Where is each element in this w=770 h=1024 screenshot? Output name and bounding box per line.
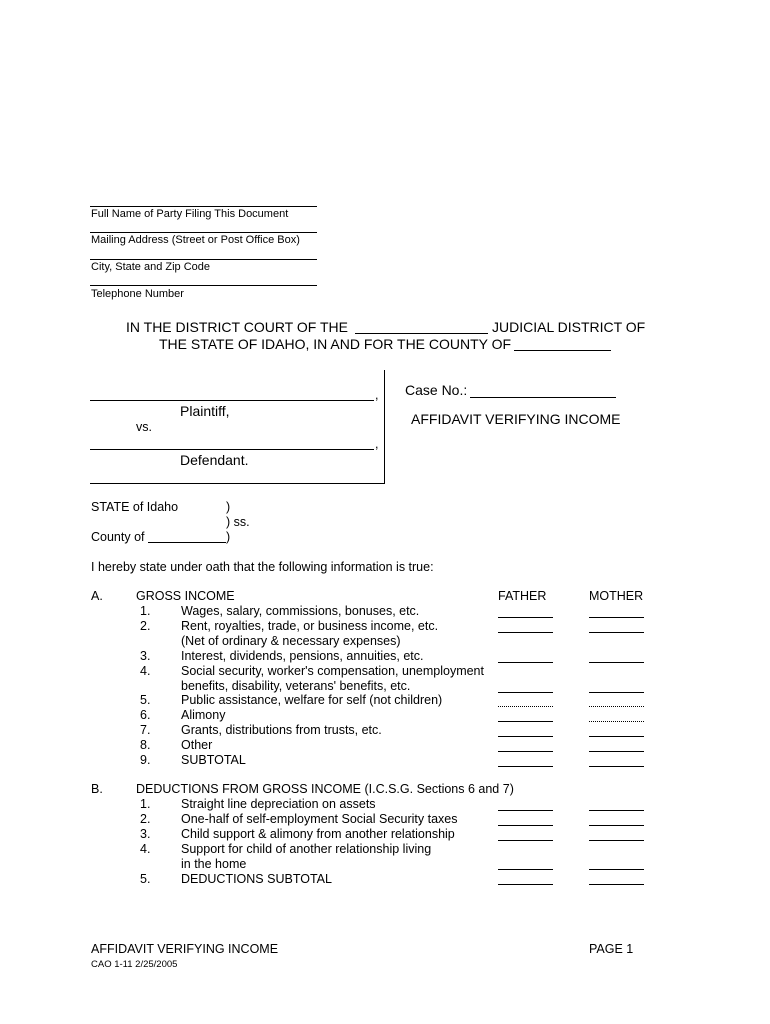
father-amount-blank[interactable] <box>498 632 553 633</box>
field-line-phone <box>90 285 317 286</box>
defendant-name-line <box>90 449 374 450</box>
defendant-label: Defendant. <box>180 452 249 468</box>
a-item-num: 1. <box>140 604 151 618</box>
field-label-phone: Telephone Number <box>91 288 184 300</box>
field-line-address <box>90 232 317 233</box>
mother-amount-blank[interactable] <box>589 706 644 707</box>
a-item-text: (Net of ordinary & necessary expenses) <box>181 634 401 648</box>
a-item-text: Wages, salary, commissions, bonuses, etc. <box>181 604 420 618</box>
father-amount-blank[interactable] <box>498 825 553 826</box>
plaintiff-label: Plaintiff, <box>180 403 230 419</box>
mother-amount-blank[interactable] <box>589 751 644 752</box>
footer-form-code: CAO 1-11 2/25/2005 <box>91 959 178 970</box>
mother-amount-blank[interactable] <box>589 736 644 737</box>
b-item-text: Support for child of another relationship living <box>181 842 432 856</box>
mother-amount-blank[interactable] <box>589 662 644 663</box>
b-item-num: 4. <box>140 842 151 856</box>
district-blank <box>355 333 488 334</box>
father-subtotal-blank[interactable] <box>498 766 553 767</box>
a-item-text: Social security, worker's compensation, unemployment <box>181 664 484 678</box>
b-item-text: in the home <box>181 857 247 871</box>
a-item-num: 2. <box>140 619 151 633</box>
section-b-title: DEDUCTIONS FROM GROSS INCOME (I.C.S.G. Sections 6 and 7) <box>136 782 514 796</box>
case-no-blank <box>470 397 616 398</box>
mother-amount-blank[interactable] <box>589 692 644 693</box>
b-item-text: Straight line depreciation on assets <box>181 797 376 811</box>
mother-amount-blank[interactable] <box>589 617 644 618</box>
field-label-name: Full Name of Party Filing This Document <box>91 208 289 220</box>
field-label-city: City, State and Zip Code <box>91 261 211 273</box>
venue-paren-top: ) <box>226 500 231 514</box>
column-mother: MOTHER <box>589 589 644 603</box>
b-item-text: One-half of self-employment Social Security taxes <box>181 812 458 826</box>
a-item-text: Interest, dividends, pensions, annuities, etc. <box>181 649 424 663</box>
father-amount-blank[interactable] <box>498 869 553 870</box>
father-amount-blank[interactable] <box>498 662 553 663</box>
footer-title: AFFIDAVIT VERIFYING INCOME <box>91 942 279 956</box>
a-item-num: 4. <box>140 664 151 678</box>
a-item-text: SUBTOTAL <box>181 753 246 767</box>
a-item-num: 6. <box>140 708 151 722</box>
court-line1-suffix: JUDICIAL DISTRICT OF <box>492 319 646 335</box>
court-line1-prefix: IN THE DISTRICT COURT OF THE <box>126 319 348 335</box>
section-b-letter: B. <box>91 782 103 796</box>
court-line2: THE STATE OF IDAHO, IN AND FOR THE COUNTY OF <box>159 336 512 352</box>
section-a-letter: A. <box>91 589 103 603</box>
b-item-num: 5. <box>140 872 151 886</box>
father-amount-blank[interactable] <box>498 840 553 841</box>
mother-amount-blank[interactable] <box>589 632 644 633</box>
b-item-text: Child support & alimony from another relationship <box>181 827 455 841</box>
footer-page-number: PAGE 1 <box>589 942 634 956</box>
father-amount-blank[interactable] <box>498 706 553 707</box>
a-item-text: Alimony <box>181 708 226 722</box>
vs-label: vs. <box>136 420 152 434</box>
b-item-num: 1. <box>140 797 151 811</box>
mother-subtotal-blank[interactable] <box>589 766 644 767</box>
a-item-text: Rent, royalties, trade, or business income, etc. <box>181 619 439 633</box>
father-amount-blank[interactable] <box>498 721 553 722</box>
father-amount-blank[interactable] <box>498 810 553 811</box>
venue-county-blank <box>148 542 226 543</box>
county-blank <box>514 350 611 351</box>
b-item-num: 2. <box>140 812 151 826</box>
mother-subtotal-blank[interactable] <box>589 884 644 885</box>
defendant-comma: , <box>375 437 379 451</box>
a-item-text: benefits, disability, veterans' benefits, etc. <box>181 679 411 693</box>
mother-amount-blank[interactable] <box>589 810 644 811</box>
venue-ss: ) ss. <box>226 515 250 529</box>
field-line-city <box>90 259 317 260</box>
b-item-text: DEDUCTIONS SUBTOTAL <box>181 872 332 886</box>
oath-statement: I hereby state under oath that the following information is true: <box>91 560 434 574</box>
a-item-text: Other <box>181 738 213 752</box>
case-no-label: Case No.: <box>405 382 468 398</box>
a-item-text: Grants, distributions from trusts, etc. <box>181 723 382 737</box>
a-item-num: 9. <box>140 753 151 767</box>
father-amount-blank[interactable] <box>498 751 553 752</box>
a-item-num: 8. <box>140 738 151 752</box>
caption-vertical-divider <box>384 370 385 483</box>
a-item-num: 7. <box>140 723 151 737</box>
mother-amount-blank[interactable] <box>589 840 644 841</box>
plaintiff-name-line <box>90 400 374 401</box>
father-amount-blank[interactable] <box>498 736 553 737</box>
column-father: FATHER <box>498 589 547 603</box>
father-amount-blank[interactable] <box>498 692 553 693</box>
father-subtotal-blank[interactable] <box>498 884 553 885</box>
venue-paren-bottom: ) <box>226 530 231 544</box>
plaintiff-comma: , <box>375 388 379 402</box>
mother-amount-blank[interactable] <box>589 869 644 870</box>
section-a-title: GROSS INCOME <box>136 589 235 603</box>
caption-bottom-line <box>90 483 385 484</box>
father-amount-blank[interactable] <box>498 617 553 618</box>
venue-county: County of <box>91 530 145 544</box>
a-item-text: Public assistance, welfare for self (not children) <box>181 693 443 707</box>
document-title: AFFIDAVIT VERIFYING INCOME <box>411 411 621 427</box>
field-label-address: Mailing Address (Street or Post Office Box) <box>91 234 300 246</box>
field-line-name <box>90 206 317 207</box>
a-item-num: 5. <box>140 693 151 707</box>
b-item-num: 3. <box>140 827 151 841</box>
mother-amount-blank[interactable] <box>589 825 644 826</box>
venue-state: STATE of Idaho <box>91 500 179 514</box>
a-item-num: 3. <box>140 649 151 663</box>
mother-amount-blank[interactable] <box>589 721 644 722</box>
